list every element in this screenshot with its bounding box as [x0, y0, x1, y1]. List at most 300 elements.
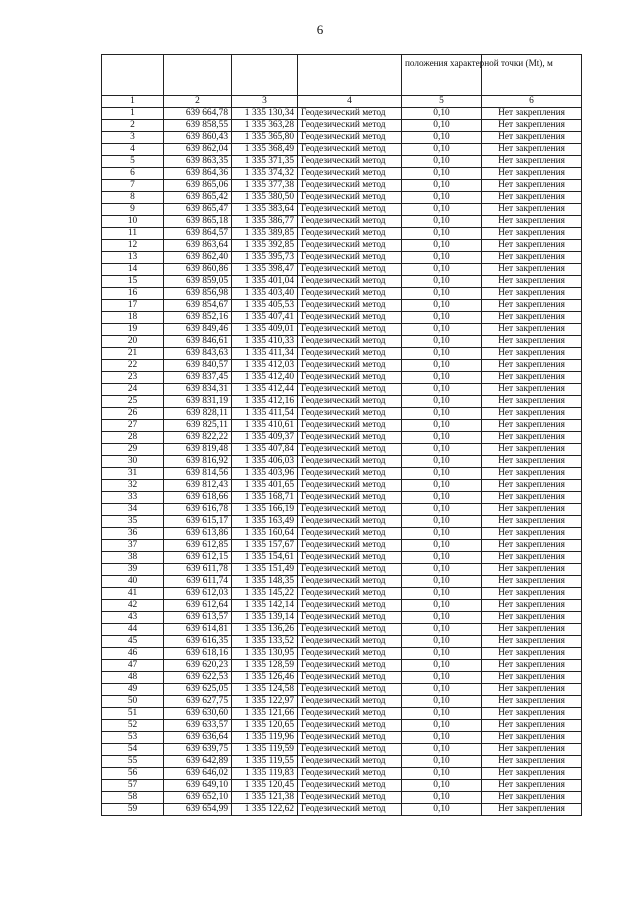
x-coordinate-cell: 639 859,05	[164, 276, 232, 288]
x-coordinate-cell: 639 819,48	[164, 444, 232, 456]
method-cell: Геодезический метод	[298, 252, 402, 264]
method-cell: Геодезический метод	[298, 744, 402, 756]
table-row	[102, 696, 582, 708]
point-number-cell: 12	[102, 240, 164, 252]
table-row	[102, 768, 582, 780]
x-coordinate-cell: 639 618,66	[164, 492, 232, 504]
point-number-cell: 26	[102, 408, 164, 420]
precision-cell: 0,10	[402, 708, 482, 720]
fixation-cell: Нет закрепления	[482, 276, 582, 288]
point-number-cell: 5	[102, 156, 164, 168]
precision-cell: 0,10	[402, 468, 482, 480]
table-row	[102, 744, 582, 756]
precision-cell: 0,10	[402, 444, 482, 456]
point-number-cell: 40	[102, 576, 164, 588]
x-coordinate-cell: 639 627,75	[164, 696, 232, 708]
table-row	[102, 444, 582, 456]
table-row	[102, 120, 582, 132]
method-cell: Геодезический метод	[298, 648, 402, 660]
fixation-cell: Нет закрепления	[482, 744, 582, 756]
fixation-cell: Нет закрепления	[482, 372, 582, 384]
point-number-cell: 46	[102, 648, 164, 660]
x-coordinate-cell: 639 822,22	[164, 432, 232, 444]
precision-cell: 0,10	[402, 312, 482, 324]
table-header-row	[102, 55, 582, 96]
fixation-cell: Нет закрепления	[482, 156, 582, 168]
fixation-cell: Нет закрепления	[482, 720, 582, 732]
x-coordinate-cell: 639 620,23	[164, 660, 232, 672]
point-number-cell: 48	[102, 672, 164, 684]
x-coordinate-cell: 639 864,36	[164, 168, 232, 180]
y-coordinate-cell: 1 335 411,54	[232, 408, 298, 420]
x-coordinate-cell: 639 816,92	[164, 456, 232, 468]
y-coordinate-cell: 1 335 119,59	[232, 744, 298, 756]
x-coordinate-cell: 639 613,86	[164, 528, 232, 540]
table-row	[102, 192, 582, 204]
precision-cell: 0,10	[402, 204, 482, 216]
x-coordinate-cell: 639 611,74	[164, 576, 232, 588]
x-coordinate-cell: 639 636,64	[164, 732, 232, 744]
column-number: 5	[402, 96, 482, 108]
x-coordinate-cell: 639 814,56	[164, 468, 232, 480]
table-row	[102, 240, 582, 252]
x-coordinate-cell: 639 863,35	[164, 156, 232, 168]
method-cell: Геодезический метод	[298, 636, 402, 648]
method-cell: Геодезический метод	[298, 468, 402, 480]
table-row	[102, 312, 582, 324]
precision-cell: 0,10	[402, 480, 482, 492]
method-cell: Геодезический метод	[298, 300, 402, 312]
precision-cell: 0,10	[402, 168, 482, 180]
fixation-cell: Нет закрепления	[482, 540, 582, 552]
point-number-cell: 31	[102, 468, 164, 480]
fixation-cell: Нет закрепления	[482, 408, 582, 420]
point-number-cell: 15	[102, 276, 164, 288]
point-number-cell: 43	[102, 612, 164, 624]
table-row	[102, 348, 582, 360]
point-number-cell: 41	[102, 588, 164, 600]
point-number-cell: 18	[102, 312, 164, 324]
y-coordinate-cell: 1 335 148,35	[232, 576, 298, 588]
fixation-cell: Нет закрепления	[482, 756, 582, 768]
table-row	[102, 576, 582, 588]
method-cell: Геодезический метод	[298, 336, 402, 348]
y-coordinate-cell: 1 335 126,46	[232, 672, 298, 684]
precision-cell: 0,10	[402, 144, 482, 156]
point-number-cell: 6	[102, 168, 164, 180]
table-row	[102, 660, 582, 672]
table-row	[102, 492, 582, 504]
y-coordinate-cell: 1 335 154,61	[232, 552, 298, 564]
fixation-cell: Нет закрепления	[482, 264, 582, 276]
method-cell: Геодезический метод	[298, 720, 402, 732]
method-cell: Геодезический метод	[298, 348, 402, 360]
point-number-cell: 30	[102, 456, 164, 468]
x-coordinate-cell: 639 865,06	[164, 180, 232, 192]
point-number-cell: 32	[102, 480, 164, 492]
method-cell: Геодезический метод	[298, 408, 402, 420]
table-row	[102, 708, 582, 720]
table-row	[102, 720, 582, 732]
y-coordinate-cell: 1 335 383,64	[232, 204, 298, 216]
precision-cell: 0,10	[402, 744, 482, 756]
table-row	[102, 732, 582, 744]
column-number: 1	[102, 96, 164, 108]
table-row	[102, 600, 582, 612]
fixation-cell: Нет закрепления	[482, 624, 582, 636]
fixation-cell: Нет закрепления	[482, 588, 582, 600]
y-coordinate-cell: 1 335 406,03	[232, 456, 298, 468]
point-number-cell: 16	[102, 288, 164, 300]
point-number-cell: 47	[102, 660, 164, 672]
method-cell: Геодезический метод	[298, 732, 402, 744]
y-coordinate-cell: 1 335 122,62	[232, 804, 298, 816]
y-coordinate-cell: 1 335 168,71	[232, 492, 298, 504]
x-coordinate-cell: 639 613,57	[164, 612, 232, 624]
precision-cell: 0,10	[402, 528, 482, 540]
fixation-cell: Нет закрепления	[482, 600, 582, 612]
point-number-cell: 13	[102, 252, 164, 264]
y-coordinate-cell: 1 335 142,14	[232, 600, 298, 612]
point-number-cell: 50	[102, 696, 164, 708]
point-number-cell: 34	[102, 504, 164, 516]
precision-cell: 0,10	[402, 612, 482, 624]
point-number-cell: 14	[102, 264, 164, 276]
point-number-cell: 59	[102, 804, 164, 816]
precision-cell: 0,10	[402, 180, 482, 192]
precision-cell: 0,10	[402, 600, 482, 612]
x-coordinate-cell: 639 612,15	[164, 552, 232, 564]
fixation-cell: Нет закрепления	[482, 288, 582, 300]
point-number-cell: 33	[102, 492, 164, 504]
table-row	[102, 384, 582, 396]
method-cell: Геодезический метод	[298, 684, 402, 696]
precision-cell: 0,10	[402, 516, 482, 528]
x-coordinate-cell: 639 849,46	[164, 324, 232, 336]
fixation-cell: Нет закрепления	[482, 348, 582, 360]
y-coordinate-cell: 1 335 122,97	[232, 696, 298, 708]
method-cell: Геодезический метод	[298, 156, 402, 168]
point-number-cell: 53	[102, 732, 164, 744]
precision-cell: 0,10	[402, 804, 482, 816]
method-cell: Геодезический метод	[298, 792, 402, 804]
method-cell: Геодезический метод	[298, 228, 402, 240]
fixation-cell: Нет закрепления	[482, 576, 582, 588]
precision-cell: 0,10	[402, 132, 482, 144]
table-row	[102, 360, 582, 372]
x-coordinate-cell: 639 616,78	[164, 504, 232, 516]
table-row	[102, 372, 582, 384]
y-coordinate-cell: 1 335 124,58	[232, 684, 298, 696]
fixation-cell: Нет закрепления	[482, 648, 582, 660]
precision-cell: 0,10	[402, 120, 482, 132]
x-coordinate-cell: 639 633,57	[164, 720, 232, 732]
point-number-cell: 4	[102, 144, 164, 156]
method-cell: Геодезический метод	[298, 552, 402, 564]
x-coordinate-cell: 639 642,89	[164, 756, 232, 768]
header-cell-5: положения характерной точки (Мt), м	[402, 55, 482, 96]
precision-cell: 0,10	[402, 420, 482, 432]
x-coordinate-cell: 639 854,67	[164, 300, 232, 312]
method-cell: Геодезический метод	[298, 396, 402, 408]
y-coordinate-cell: 1 335 412,44	[232, 384, 298, 396]
precision-cell: 0,10	[402, 348, 482, 360]
header-cell-4	[298, 55, 402, 96]
fixation-cell: Нет закрепления	[482, 312, 582, 324]
point-number-cell: 35	[102, 516, 164, 528]
point-number-cell: 3	[102, 132, 164, 144]
point-number-cell: 28	[102, 432, 164, 444]
fixation-cell: Нет закрепления	[482, 552, 582, 564]
fixation-cell: Нет закрепления	[482, 432, 582, 444]
y-coordinate-cell: 1 335 401,65	[232, 480, 298, 492]
fixation-cell: Нет закрепления	[482, 732, 582, 744]
table-row	[102, 108, 582, 120]
fixation-cell: Нет закрепления	[482, 468, 582, 480]
point-number-cell: 24	[102, 384, 164, 396]
header-cell-2	[164, 55, 232, 96]
method-cell: Геодезический метод	[298, 516, 402, 528]
point-number-cell: 25	[102, 396, 164, 408]
method-cell: Геодезический метод	[298, 204, 402, 216]
x-coordinate-cell: 639 654,99	[164, 804, 232, 816]
x-coordinate-cell: 639 843,63	[164, 348, 232, 360]
precision-cell: 0,10	[402, 492, 482, 504]
precision-cell: 0,10	[402, 636, 482, 648]
x-coordinate-cell: 639 862,04	[164, 144, 232, 156]
method-cell: Геодезический метод	[298, 276, 402, 288]
method-cell: Геодезический метод	[298, 768, 402, 780]
point-number-cell: 27	[102, 420, 164, 432]
x-coordinate-cell: 639 865,42	[164, 192, 232, 204]
method-cell: Геодезический метод	[298, 540, 402, 552]
method-cell: Геодезический метод	[298, 432, 402, 444]
fixation-cell: Нет закрепления	[482, 360, 582, 372]
method-cell: Геодезический метод	[298, 588, 402, 600]
table-row	[102, 336, 582, 348]
x-coordinate-cell: 639 831,19	[164, 396, 232, 408]
y-coordinate-cell: 1 335 120,45	[232, 780, 298, 792]
fixation-cell: Нет закрепления	[482, 492, 582, 504]
y-coordinate-cell: 1 335 363,28	[232, 120, 298, 132]
fixation-cell: Нет закрепления	[482, 216, 582, 228]
point-number-cell: 39	[102, 564, 164, 576]
precision-cell: 0,10	[402, 156, 482, 168]
x-coordinate-cell: 639 858,55	[164, 120, 232, 132]
fixation-cell: Нет закрепления	[482, 336, 582, 348]
precision-cell: 0,10	[402, 564, 482, 576]
precision-cell: 0,10	[402, 252, 482, 264]
y-coordinate-cell: 1 335 119,83	[232, 768, 298, 780]
point-number-cell: 54	[102, 744, 164, 756]
precision-cell: 0,10	[402, 696, 482, 708]
fixation-cell: Нет закрепления	[482, 204, 582, 216]
point-number-cell: 19	[102, 324, 164, 336]
table-row	[102, 636, 582, 648]
y-coordinate-cell: 1 335 160,64	[232, 528, 298, 540]
precision-cell: 0,10	[402, 732, 482, 744]
table-row	[102, 144, 582, 156]
y-coordinate-cell: 1 335 119,96	[232, 732, 298, 744]
fixation-cell: Нет закрепления	[482, 396, 582, 408]
table-row	[102, 408, 582, 420]
precision-cell: 0,10	[402, 624, 482, 636]
precision-cell: 0,10	[402, 588, 482, 600]
y-coordinate-cell: 1 335 409,01	[232, 324, 298, 336]
point-number-cell: 7	[102, 180, 164, 192]
x-coordinate-cell: 639 614,81	[164, 624, 232, 636]
precision-cell: 0,10	[402, 336, 482, 348]
table-row	[102, 420, 582, 432]
fixation-cell: Нет закрепления	[482, 768, 582, 780]
fixation-cell: Нет закрепления	[482, 108, 582, 120]
method-cell: Геодезический метод	[298, 132, 402, 144]
method-cell: Геодезический метод	[298, 180, 402, 192]
x-coordinate-cell: 639 864,57	[164, 228, 232, 240]
fixation-cell: Нет закрепления	[482, 132, 582, 144]
y-coordinate-cell: 1 335 163,49	[232, 516, 298, 528]
precision-cell: 0,10	[402, 456, 482, 468]
method-cell: Геодезический метод	[298, 420, 402, 432]
y-coordinate-cell: 1 335 380,50	[232, 192, 298, 204]
method-cell: Геодезический метод	[298, 492, 402, 504]
precision-cell: 0,10	[402, 240, 482, 252]
x-coordinate-cell: 639 865,18	[164, 216, 232, 228]
table-row	[102, 252, 582, 264]
fixation-cell: Нет закрепления	[482, 444, 582, 456]
y-coordinate-cell: 1 335 386,77	[232, 216, 298, 228]
precision-cell: 0,10	[402, 672, 482, 684]
method-cell: Геодезический метод	[298, 708, 402, 720]
method-cell: Геодезический метод	[298, 660, 402, 672]
y-coordinate-cell: 1 335 128,59	[232, 660, 298, 672]
table-row	[102, 324, 582, 336]
point-number-cell: 57	[102, 780, 164, 792]
precision-cell: 0,10	[402, 768, 482, 780]
fixation-cell: Нет закрепления	[482, 792, 582, 804]
method-cell: Геодезический метод	[298, 456, 402, 468]
precision-cell: 0,10	[402, 324, 482, 336]
method-cell: Геодезический метод	[298, 264, 402, 276]
method-cell: Геодезический метод	[298, 372, 402, 384]
y-coordinate-cell: 1 335 410,33	[232, 336, 298, 348]
table-row	[102, 216, 582, 228]
method-cell: Геодезический метод	[298, 240, 402, 252]
x-coordinate-cell: 639 860,86	[164, 264, 232, 276]
x-coordinate-cell: 639 630,60	[164, 708, 232, 720]
table-row	[102, 756, 582, 768]
x-coordinate-cell: 639 865,47	[164, 204, 232, 216]
method-cell: Геодезический метод	[298, 756, 402, 768]
fixation-cell: Нет закрепления	[482, 480, 582, 492]
table-row	[102, 456, 582, 468]
x-coordinate-cell: 639 612,03	[164, 588, 232, 600]
column-number: 2	[164, 96, 232, 108]
precision-cell: 0,10	[402, 372, 482, 384]
coordinates-table	[101, 54, 582, 816]
precision-cell: 0,10	[402, 108, 482, 120]
fixation-cell: Нет закрепления	[482, 516, 582, 528]
fixation-cell: Нет закрепления	[482, 696, 582, 708]
y-coordinate-cell: 1 335 409,37	[232, 432, 298, 444]
x-coordinate-cell: 639 825,11	[164, 420, 232, 432]
precision-cell: 0,10	[402, 576, 482, 588]
table-row	[102, 180, 582, 192]
method-cell: Геодезический метод	[298, 564, 402, 576]
x-coordinate-cell: 639 837,45	[164, 372, 232, 384]
y-coordinate-cell: 1 335 145,22	[232, 588, 298, 600]
y-coordinate-cell: 1 335 130,95	[232, 648, 298, 660]
y-coordinate-cell: 1 335 371,35	[232, 156, 298, 168]
method-cell: Геодезический метод	[298, 600, 402, 612]
method-cell: Геодезический метод	[298, 168, 402, 180]
fixation-cell: Нет закрепления	[482, 384, 582, 396]
fixation-cell: Нет закрепления	[482, 180, 582, 192]
method-cell: Геодезический метод	[298, 216, 402, 228]
table-row	[102, 612, 582, 624]
y-coordinate-cell: 1 335 136,26	[232, 624, 298, 636]
fixation-cell: Нет закрепления	[482, 228, 582, 240]
x-coordinate-cell: 639 611,78	[164, 564, 232, 576]
y-coordinate-cell: 1 335 412,16	[232, 396, 298, 408]
column-number: 3	[232, 96, 298, 108]
x-coordinate-cell: 639 612,85	[164, 540, 232, 552]
method-cell: Геодезический метод	[298, 780, 402, 792]
y-coordinate-cell: 1 335 365,80	[232, 132, 298, 144]
fixation-cell: Нет закрепления	[482, 672, 582, 684]
point-number-cell: 51	[102, 708, 164, 720]
precision-cell: 0,10	[402, 216, 482, 228]
y-coordinate-cell: 1 335 395,73	[232, 252, 298, 264]
page-number: 6	[316, 22, 324, 37]
fixation-cell: Нет закрепления	[482, 420, 582, 432]
fixation-cell: Нет закрепления	[482, 324, 582, 336]
column-number: 6	[482, 96, 582, 108]
y-coordinate-cell: 1 335 407,41	[232, 312, 298, 324]
fixation-cell: Нет закрепления	[482, 504, 582, 516]
table-row	[102, 432, 582, 444]
table-row	[102, 792, 582, 804]
method-cell: Геодезический метод	[298, 384, 402, 396]
point-number-cell: 1	[102, 108, 164, 120]
y-coordinate-cell: 1 335 120,65	[232, 720, 298, 732]
x-coordinate-cell: 639 625,05	[164, 684, 232, 696]
table-row	[102, 672, 582, 684]
x-coordinate-cell: 639 862,40	[164, 252, 232, 264]
fixation-cell: Нет закрепления	[482, 636, 582, 648]
fixation-cell: Нет закрепления	[482, 528, 582, 540]
column-number: 4	[298, 96, 402, 108]
x-coordinate-cell: 639 863,64	[164, 240, 232, 252]
method-cell: Геодезический метод	[298, 624, 402, 636]
precision-cell: 0,10	[402, 552, 482, 564]
y-coordinate-cell: 1 335 368,49	[232, 144, 298, 156]
precision-cell: 0,10	[402, 648, 482, 660]
table-row	[102, 132, 582, 144]
fixation-cell: Нет закрепления	[482, 684, 582, 696]
fixation-cell: Нет закрепления	[482, 192, 582, 204]
y-coordinate-cell: 1 335 412,03	[232, 360, 298, 372]
point-number-cell: 23	[102, 372, 164, 384]
precision-cell: 0,10	[402, 264, 482, 276]
y-coordinate-cell: 1 335 407,84	[232, 444, 298, 456]
x-coordinate-cell: 639 615,17	[164, 516, 232, 528]
method-cell: Геодезический метод	[298, 612, 402, 624]
y-coordinate-cell: 1 335 392,85	[232, 240, 298, 252]
point-number-cell: 21	[102, 348, 164, 360]
y-coordinate-cell: 1 335 130,34	[232, 108, 298, 120]
table-row	[102, 804, 582, 816]
